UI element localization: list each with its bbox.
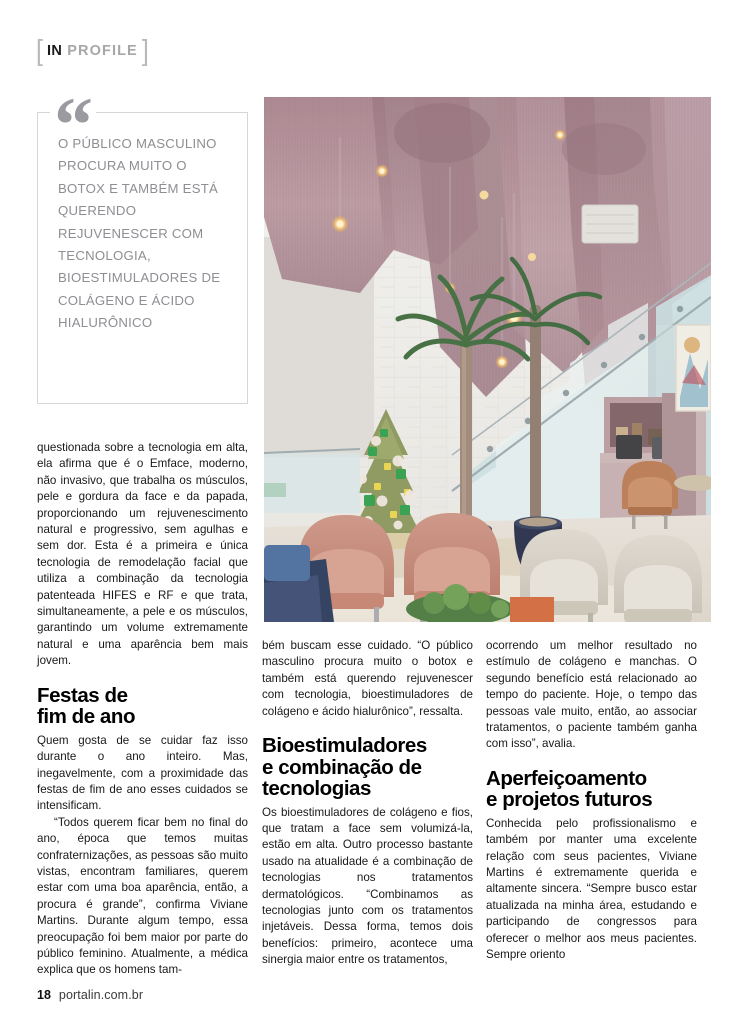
bracket-right-icon: ] [141,34,149,67]
paragraph: Os bioestimuladores de colágeno e fios, que tratam a face sem volumizá-la, estão em alta. Outro processo bastante usado na atualidade é a combinação de tecnologias nos tratamentos dermatológicos. “Combinamos as tecnologias junto com os tratamentos injetáveis. Dessa forma, temos dois benefícios: primeiro, acontece uma sinergia maior entre os tratamentos, [262,805,473,967]
paragraph: Quem gosta de se cuidar faz isso durante o ano inteiro. Mas, inegavelmente, com a proximidade das festas de fim de ano esses cuidados se intensificam. [37,733,248,813]
bracket-left-icon: [ [36,34,43,67]
page-footer [37,988,143,1002]
subheading-bioestimuladores: Bioestimuladores e combinação de tecnologias [262,734,427,801]
clinic-interior-illustration [264,97,711,622]
paragraph: bém buscam esse cuidado. “O público masculino procura muito o botox e também está querendo rejuvenescer com tecnologia, bioestimuladores de colágeno e ácido hialurônico”, ressalta. [262,639,473,718]
kicker-word-in: IN [46,43,63,59]
kicker-word-profile: PROFILE [67,43,138,59]
body-column-1 [37,440,248,979]
website-url: portalin.com.br [58,988,144,1002]
paragraph: “Todos querem ficar bem no final do ano, época que temos muitas confraternizações, as pessoas são muito vistas, encontram familiares, querem estar com uma boa aparência, então, a procura é grande”, confirma Viviane Martins. Durante algum tempo, essa preocupação foi bem maior por parte do público feminino. Atualmente, a médica explica que os homens tam- [37,815,248,977]
body-column-3 [486,638,697,964]
page-number: 18 [37,988,51,1002]
subheading-aperfeicoamento: Aperfeiçoamento e projetos futuros [486,766,653,812]
subheading-festas: Festas de fim de ano [37,683,136,729]
body-column-2 [262,638,473,969]
paragraph: Conhecida pelo profissionalismo e também por manter uma excelente relação com seus pacientes, Viviane Martins é extremamente querida e altamente sincera. “Sempre busco estar atualizada na minha área, estudando e participando de congressos para oferecer o melhor aos meus pacientes. Sempre oriento [486,816,697,962]
paragraph: ocorrendo um melhor resultado no estímulo de colágeno e manchas. O segundo benefício está relacionado ao tempo do paciente. Hoje, o tempo das pessoas vale muito, então, ao associar tratamentos, o paciente também ganha com isso”, avalia. [486,639,697,751]
pull-quote-text: O PÚBLICO MASCULINO PROCURA MUITO O BOTOX E TAMBÉM ESTÁ QUERENDO REJUVENESCER COM TECNOLOGIA, BIOESTIMULADORES DE COLÁGENO E ÁCIDO HIALURÔNICO [58,136,221,331]
paragraph: questionada sobre a tecnologia em alta, ela afirma que é o Emface, moderno, não invasivo, que trabalha os músculos, pele e gordura da face e da papada, proporcionando um rejuvenescimento natural e progressivo, sem agulhas e sem dor. Esta é a primeira e única tecnologia de remodelação facial que utiliza a combinação da tecnologia patenteada HIFES e RF e que trata, simultaneamente, a pele e os músculos, garantindo um volume extremamente natural e uma aparência bem mais jovem. [37,441,248,668]
section-kicker [36,34,149,67]
feature-photo [264,97,711,622]
quote-mark-icon: “ [50,86,96,130]
